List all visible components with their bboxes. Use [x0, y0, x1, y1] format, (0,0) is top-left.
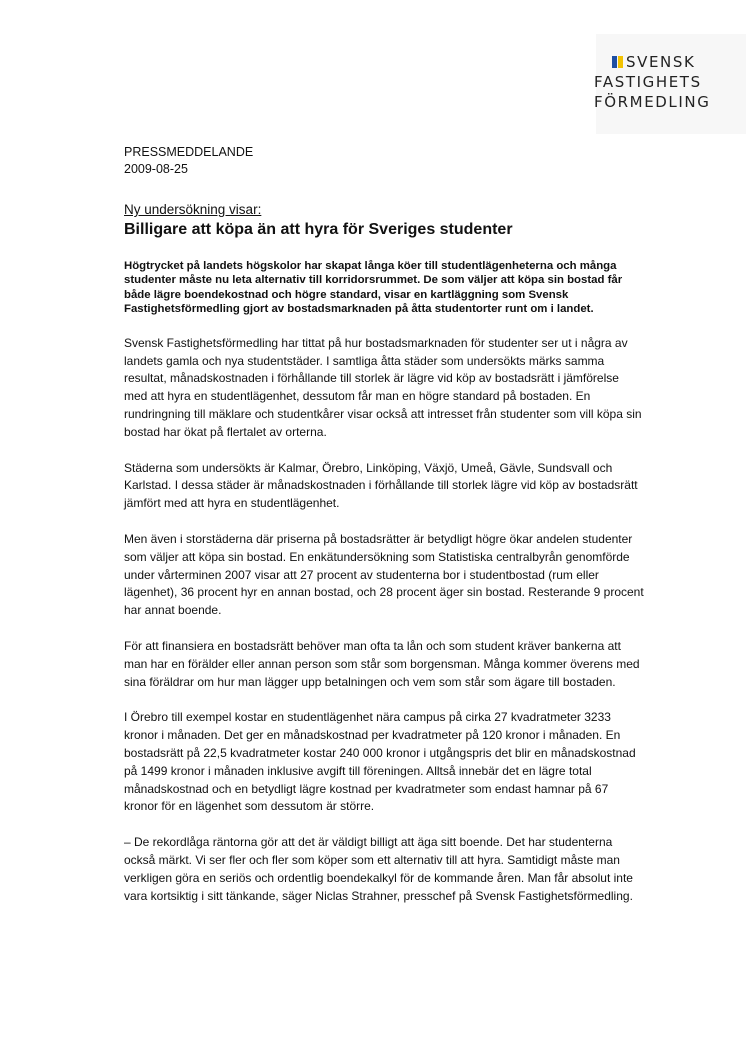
- intro-heading: Ny undersökning visar:: [124, 202, 262, 217]
- body-paragraph-5: I Örebro till exempel kostar en studentlägenhet nära campus på cirka 27 kvadratmeter 3233 kronor i månaden. Det ger en månadskostnad per kvadratmeter på 120 kronor i månaden. En bostadsrätt på 22,5 kvadratmeter kostar 240 000 kronor i utgångspris det blir en månadskostnad på 1499 kronor i månaden inklusive avgift till föreningen. Alltså innebär det en lägre total månadskostnad och en betydligt lägre kostnad per kvadratmeter som endast hamnar på 67 kronor för en lägenhet som dessutom är större.: [124, 710, 636, 814]
- headline: Billigare att köpa än att hyra för Sveriges studenter: [124, 220, 513, 238]
- lead-paragraph: Högtrycket på landets högskolor har skapat långa köer till studentlägenheterna och många studenter måste nu leta alternativ till korridorsrummet. De som väljer att köpa sin bostad får både lägre boendekostnad och högre standard, visar en kartläggning som Svensk Fastighetsförmedling gjort av bostadsmarknaden på åtta studentorter runt om i landet.: [124, 259, 623, 316]
- logo-line-1: [612, 53, 710, 72]
- body-paragraph-4: För att finansiera en bostadsrätt behöver man ofta ta lån och som student kräver bankerna att man har en förälder eller annan person som står som borgensman. Många kommer överens med sina föräldrar om hur man lägger upp betalningen och vem som står som ägare till bostaden.: [124, 638, 640, 689]
- press-release: [124, 144, 644, 905]
- release-date: 2009-08-25: [124, 162, 188, 176]
- body-paragraph-1: Svensk Fastighetsförmedling har tittat på hur bostadsmarknaden för studenter ser ut i några av landets gamla och nya studentstäder. I samtliga åtta städer som undersökts märks samma resultat, månadskostnaden i förhållande till storlek är lägre vid köp av bostadsrätt i jämförelse med att hyra en studentlägenhet, dessutom får man en högre standard på bostaden. En rundringning till mäklare och studentkårer visar också att intresset från studenter som vill köpa sin bostad har ökat på flertalet av orterna.: [124, 335, 642, 439]
- body-paragraph-6: – De rekordlåga räntorna gör att det är väldigt billigt att äga sitt boende. Det har studenterna också märkt. Vi ser fler och fler som köper som ett alternativ till att hyra. Samtidigt måste man verkligen göra en seriös och ordentlig boendekalkyl för de kommande åren. Man får absolut inte vara kortsiktig i sitt tänkande, säger Niclas Strahner, presschef på Svensk Fastighetsförmedling.: [124, 835, 633, 903]
- document-type-label: PRESSMEDDELANDE: [124, 145, 254, 159]
- logo-text-fastighets: FASTIGHETS: [594, 73, 702, 91]
- company-logo: [594, 53, 711, 112]
- body-paragraph-3: Men även i storstäderna där priserna på bostadsrätter är betydligt högre ökar andelen studenter som väljer att köpa sin bostad. En enkätundersökning som Statistiska centralbyrån genomförde under vårterminen 2007 visar att 27 procent av studenterna bor i studentbostad (rum eller lägenhet), 36 procent hyr en annan bostad, och 28 procent äger sin bostad. Resterande 9 procent har annat boende.: [124, 531, 644, 618]
- logo-text-svensk: SVENSK: [626, 53, 696, 71]
- body-paragraph-2: Städerna som undersökts är Kalmar, Örebro, Linköping, Växjö, Umeå, Gävle, Sundsvall och Karlstad. I dessa städer är månadskostnaden i förhållande till storlek lägre vid köp av bostadsrätt jämfört med att hyra en studentlägenhet.: [124, 460, 638, 511]
- logo-text-formedling: FÖRMEDLING: [594, 93, 711, 111]
- swedish-flag-icon: [612, 56, 623, 68]
